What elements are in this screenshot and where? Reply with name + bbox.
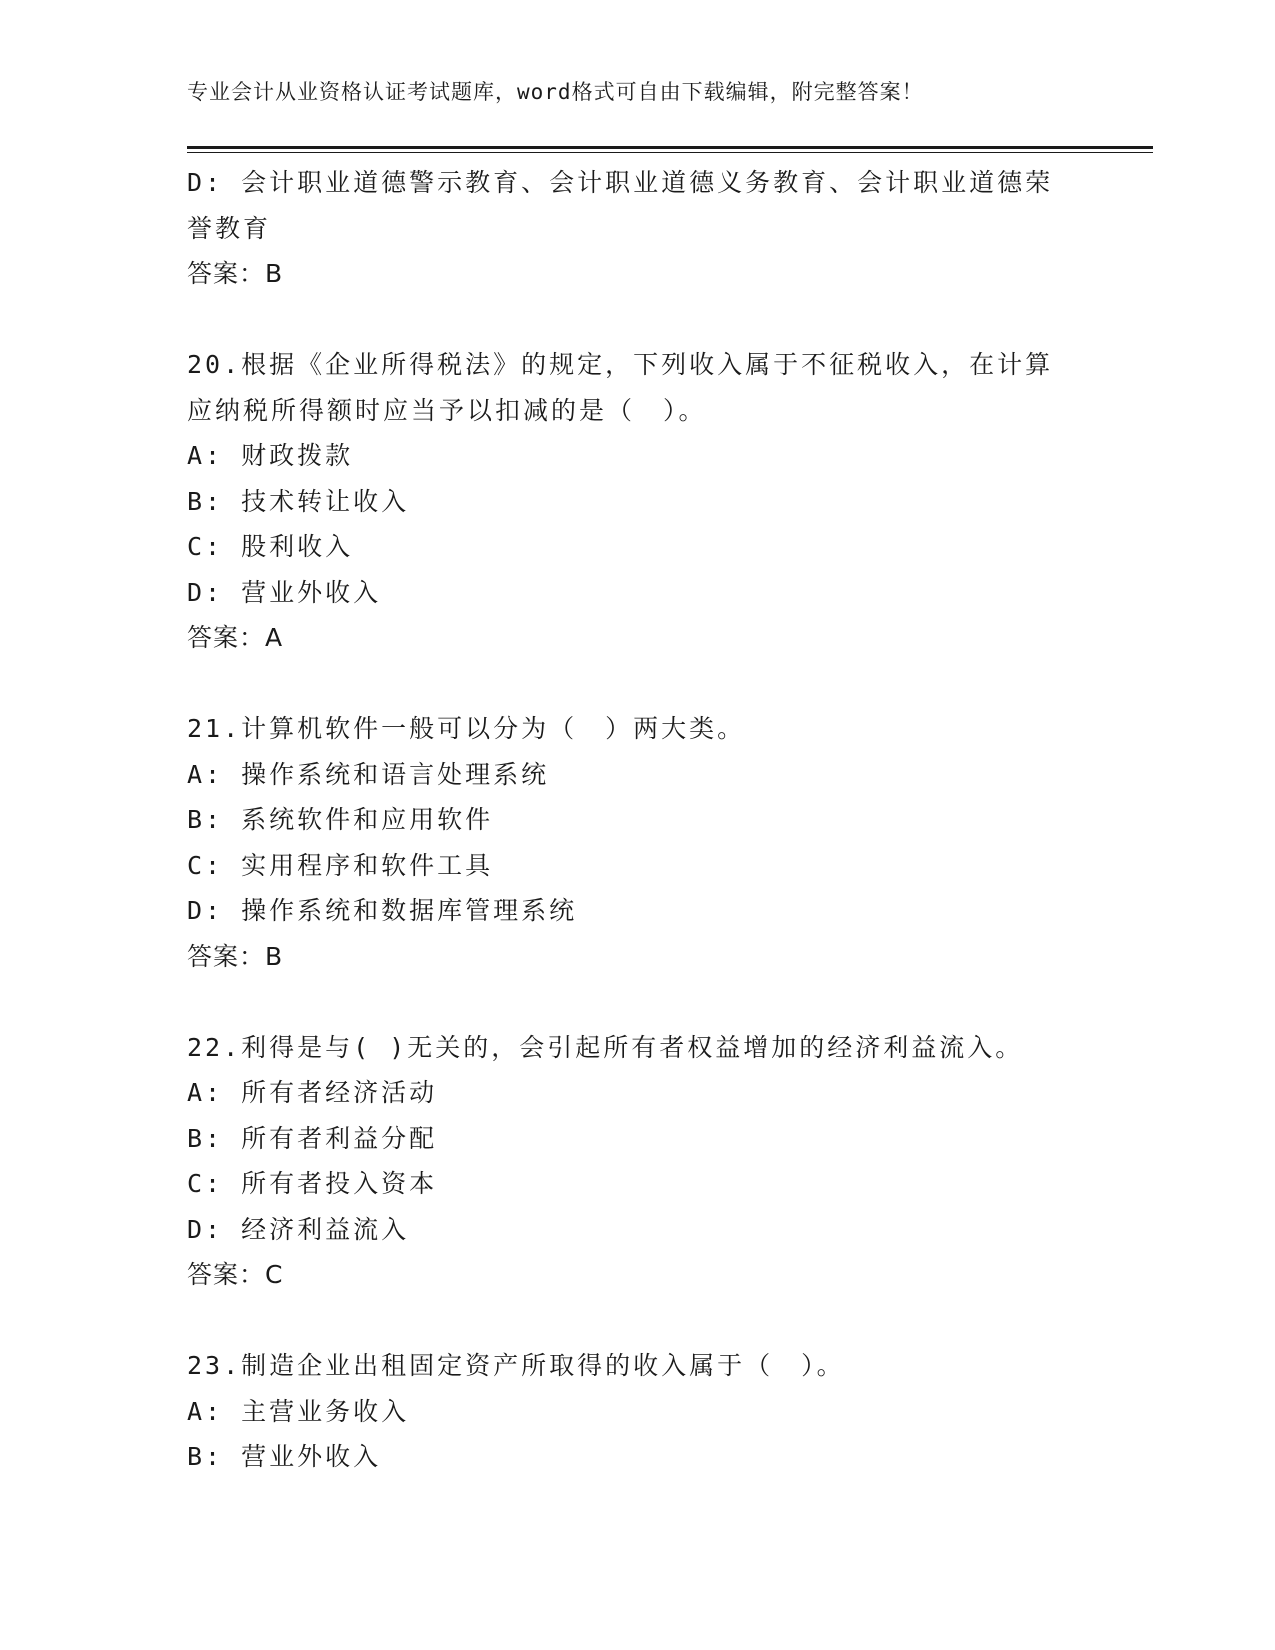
question-21-option-a: A: 操作系统和语言处理系统 (187, 759, 550, 789)
question-20-stem-line1: 20.根据《企业所得税法》的规定，下列收入属于不征税收入，在计算 (187, 350, 1054, 379)
question-20-option-b: B: 技术转让收入 (187, 486, 410, 516)
option-d-line2: 誉教育 (187, 213, 272, 243)
header-rule-thick (187, 146, 1153, 149)
document-body (187, 160, 1087, 1480)
question-22-answer: 答案：C (187, 1260, 284, 1289)
question-22-option-c: C: 所有者投入资本 (187, 1169, 438, 1198)
question-23-stem: 23.制造企业出租固定资产所取得的收入属于（ ）。 (187, 1351, 845, 1380)
answer-line: 答案：B (187, 259, 284, 288)
page-header: 专业会计从业资格认证考试题库，word格式可自由下载编辑，附完整答案！ (187, 80, 924, 104)
question-21-option-b: B: 系统软件和应用软件 (187, 805, 494, 834)
question-21-option-d: D: 操作系统和数据库管理系统 (187, 896, 578, 925)
question-22-option-b: B: 所有者利益分配 (187, 1123, 438, 1153)
question-20-answer: 答案：A (187, 623, 284, 652)
question-21-option-c: C: 实用程序和软件工具 (187, 850, 494, 880)
question-20-stem-line2: 应纳税所得额时应当予以扣减的是（ ）。 (187, 395, 707, 425)
header-rule-thin (187, 152, 1153, 153)
question-22-stem: 22.利得是与( )无关的，会引起所有者权益增加的经济利益流入。 (187, 1032, 1024, 1062)
question-23-option-b: B: 营业外收入 (187, 1442, 382, 1471)
question-22-option-a: A: 所有者经济活动 (187, 1078, 438, 1107)
question-21-stem: 21.计算机软件一般可以分为（ ）两大类。 (187, 714, 746, 743)
question-20-option-a: A: 财政拨款 (187, 441, 354, 470)
question-23-option-a: A: 主营业务收入 (187, 1396, 410, 1426)
question-20-option-c: C: 股利收入 (187, 532, 354, 561)
question-21-answer: 答案：B (187, 941, 284, 971)
question-20-option-d: D: 营业外收入 (187, 577, 382, 607)
question-22-option-d: D: 经济利益流入 (187, 1214, 410, 1244)
option-d-line1: D: 会计职业道德警示教育、会计职业道德义务教育、会计职业道德荣 (187, 168, 1054, 197)
